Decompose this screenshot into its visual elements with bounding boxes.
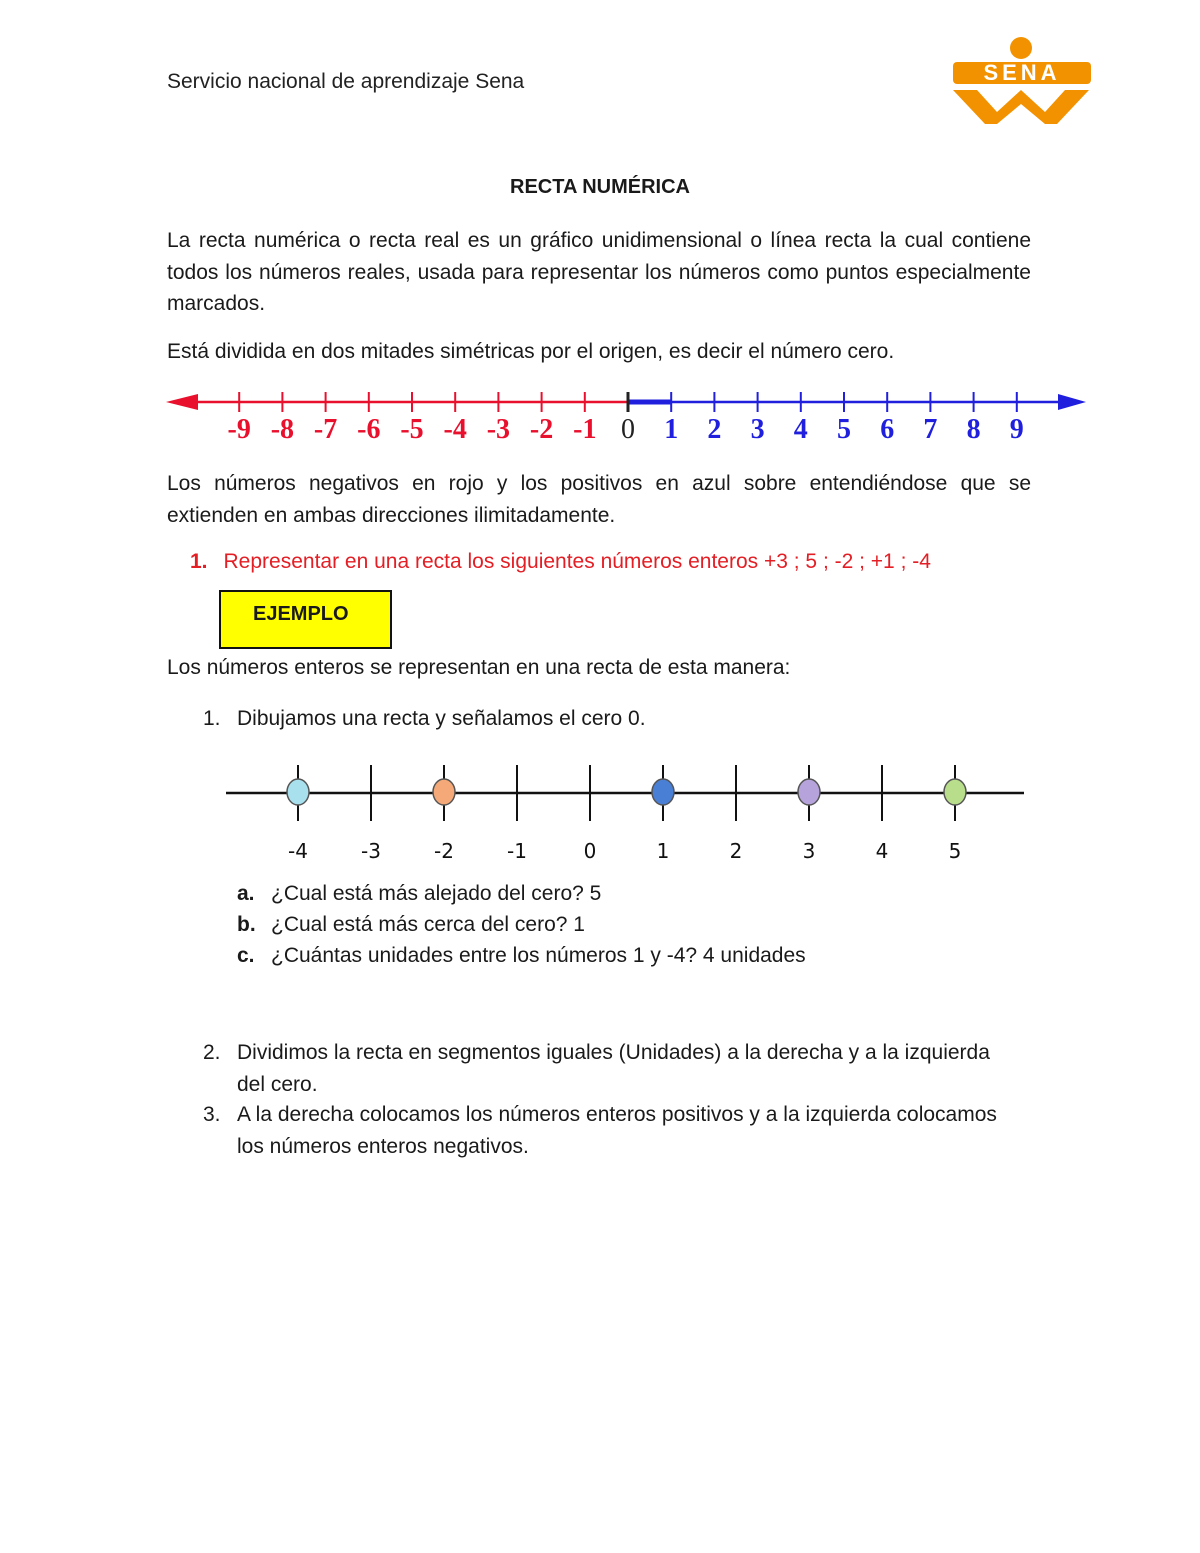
example-label-0: 0 <box>583 839 597 863</box>
task-text: Representar en una recta los siguientes números enteros +3 ; 5 ; -2 ; +1 ; -4 <box>223 550 931 573</box>
step-3-text: A la derecha colocamos los números enteros positivos y a la izquierda colocamos los números enteros negativos. <box>237 1103 997 1158</box>
intro-paragraph: La recta numérica o recta real es un gráfico unidimensional o línea recta la cual contiene todos los números reales, usada para representar los números como puntos especialmente marcados. <box>167 229 1031 315</box>
example-label-5: 5 <box>948 839 962 863</box>
step-2 <box>203 1037 1003 1100</box>
example-label-3: 3 <box>802 839 816 863</box>
point-1 <box>652 779 674 805</box>
example-label-2: 2 <box>729 839 743 863</box>
step-1-text: Dibujamos una recta y señalamos el cero 0. <box>237 707 646 730</box>
tick-label--5: -5 <box>400 414 424 445</box>
tick-label-5: 5 <box>837 414 851 445</box>
question-b-letter: b. <box>237 913 256 936</box>
tick-label--1: -1 <box>573 414 597 445</box>
question-b-text: ¿Cual está más cerca del cero? 1 <box>271 913 585 936</box>
question-a <box>237 882 601 906</box>
left-arrow <box>166 394 198 410</box>
question-c-text: ¿Cuántas unidades entre los números 1 y -4? 4 unidades <box>271 944 806 967</box>
point--2 <box>433 779 455 805</box>
example-label--1: -1 <box>507 839 527 863</box>
task-number: 1. <box>190 550 208 573</box>
question-a-text: ¿Cual está más alejado del cero? 5 <box>271 882 602 905</box>
point-3 <box>798 779 820 805</box>
step-3-number: 3. <box>203 1103 221 1126</box>
question-c-letter: c. <box>237 944 255 967</box>
example-box: EJEMPLO <box>219 590 392 649</box>
question-c <box>237 944 806 968</box>
tick-label-6: 6 <box>880 414 895 445</box>
question-b <box>237 913 585 937</box>
step-3 <box>203 1099 1003 1162</box>
task-1 <box>190 550 931 574</box>
page-title: RECTA NUMÉRICA <box>510 176 690 198</box>
tick-label-0: 0 <box>621 414 635 445</box>
colors-paragraph: Los números negativos en rojo y los positivos en azul sobre entendiéndose que se extienden en ambas direcciones ilimitadamente. <box>167 472 1031 527</box>
tick-label--7: -7 <box>313 414 338 445</box>
example-label-4: 4 <box>875 839 889 863</box>
header-text: Servicio nacional de aprendizaje Sena <box>167 70 525 93</box>
halves-paragraph: Está dividida en dos mitades simétricas por el origen, es decir el número cero. <box>167 340 895 363</box>
tick-label--8: -8 <box>270 414 295 445</box>
step-1 <box>203 703 646 735</box>
sena-logo <box>935 30 1095 130</box>
tick-label--9: -9 <box>227 414 251 445</box>
number-line-example <box>222 760 1032 870</box>
tick-label-1: 1 <box>664 414 679 445</box>
example-label--4: -4 <box>288 839 308 863</box>
step-2-text: Dividimos la recta en segmentos iguales (Unidades) a la derecha y a la izquierda del cero. <box>237 1041 990 1096</box>
step-1-number: 1. <box>203 707 221 730</box>
tick-label-7: 7 <box>923 414 938 445</box>
tick-label--4: -4 <box>443 414 467 445</box>
tick-label-9: 9 <box>1009 414 1024 445</box>
right-arrow <box>1058 394 1086 410</box>
point-5 <box>944 779 966 805</box>
tick-label--6: -6 <box>357 414 381 445</box>
tick-label--3: -3 <box>486 414 511 445</box>
step-2-number: 2. <box>203 1041 221 1064</box>
example-label-1: 1 <box>656 839 670 863</box>
point--4 <box>287 779 309 805</box>
method-paragraph: Los números enteros se representan en una recta de esta manera: <box>167 656 791 679</box>
example-label--3: -3 <box>361 839 381 863</box>
tick-label-4: 4 <box>793 414 808 445</box>
tick-label-3: 3 <box>750 414 765 445</box>
question-a-letter: a. <box>237 882 255 905</box>
tick-label--2: -2 <box>529 414 554 445</box>
example-label--2: -2 <box>434 839 454 863</box>
tick-label-2: 2 <box>707 414 722 445</box>
number-line-real <box>160 380 1100 455</box>
tick-label-8: 8 <box>966 414 981 445</box>
sena-logo-text: SENA <box>983 60 1061 85</box>
